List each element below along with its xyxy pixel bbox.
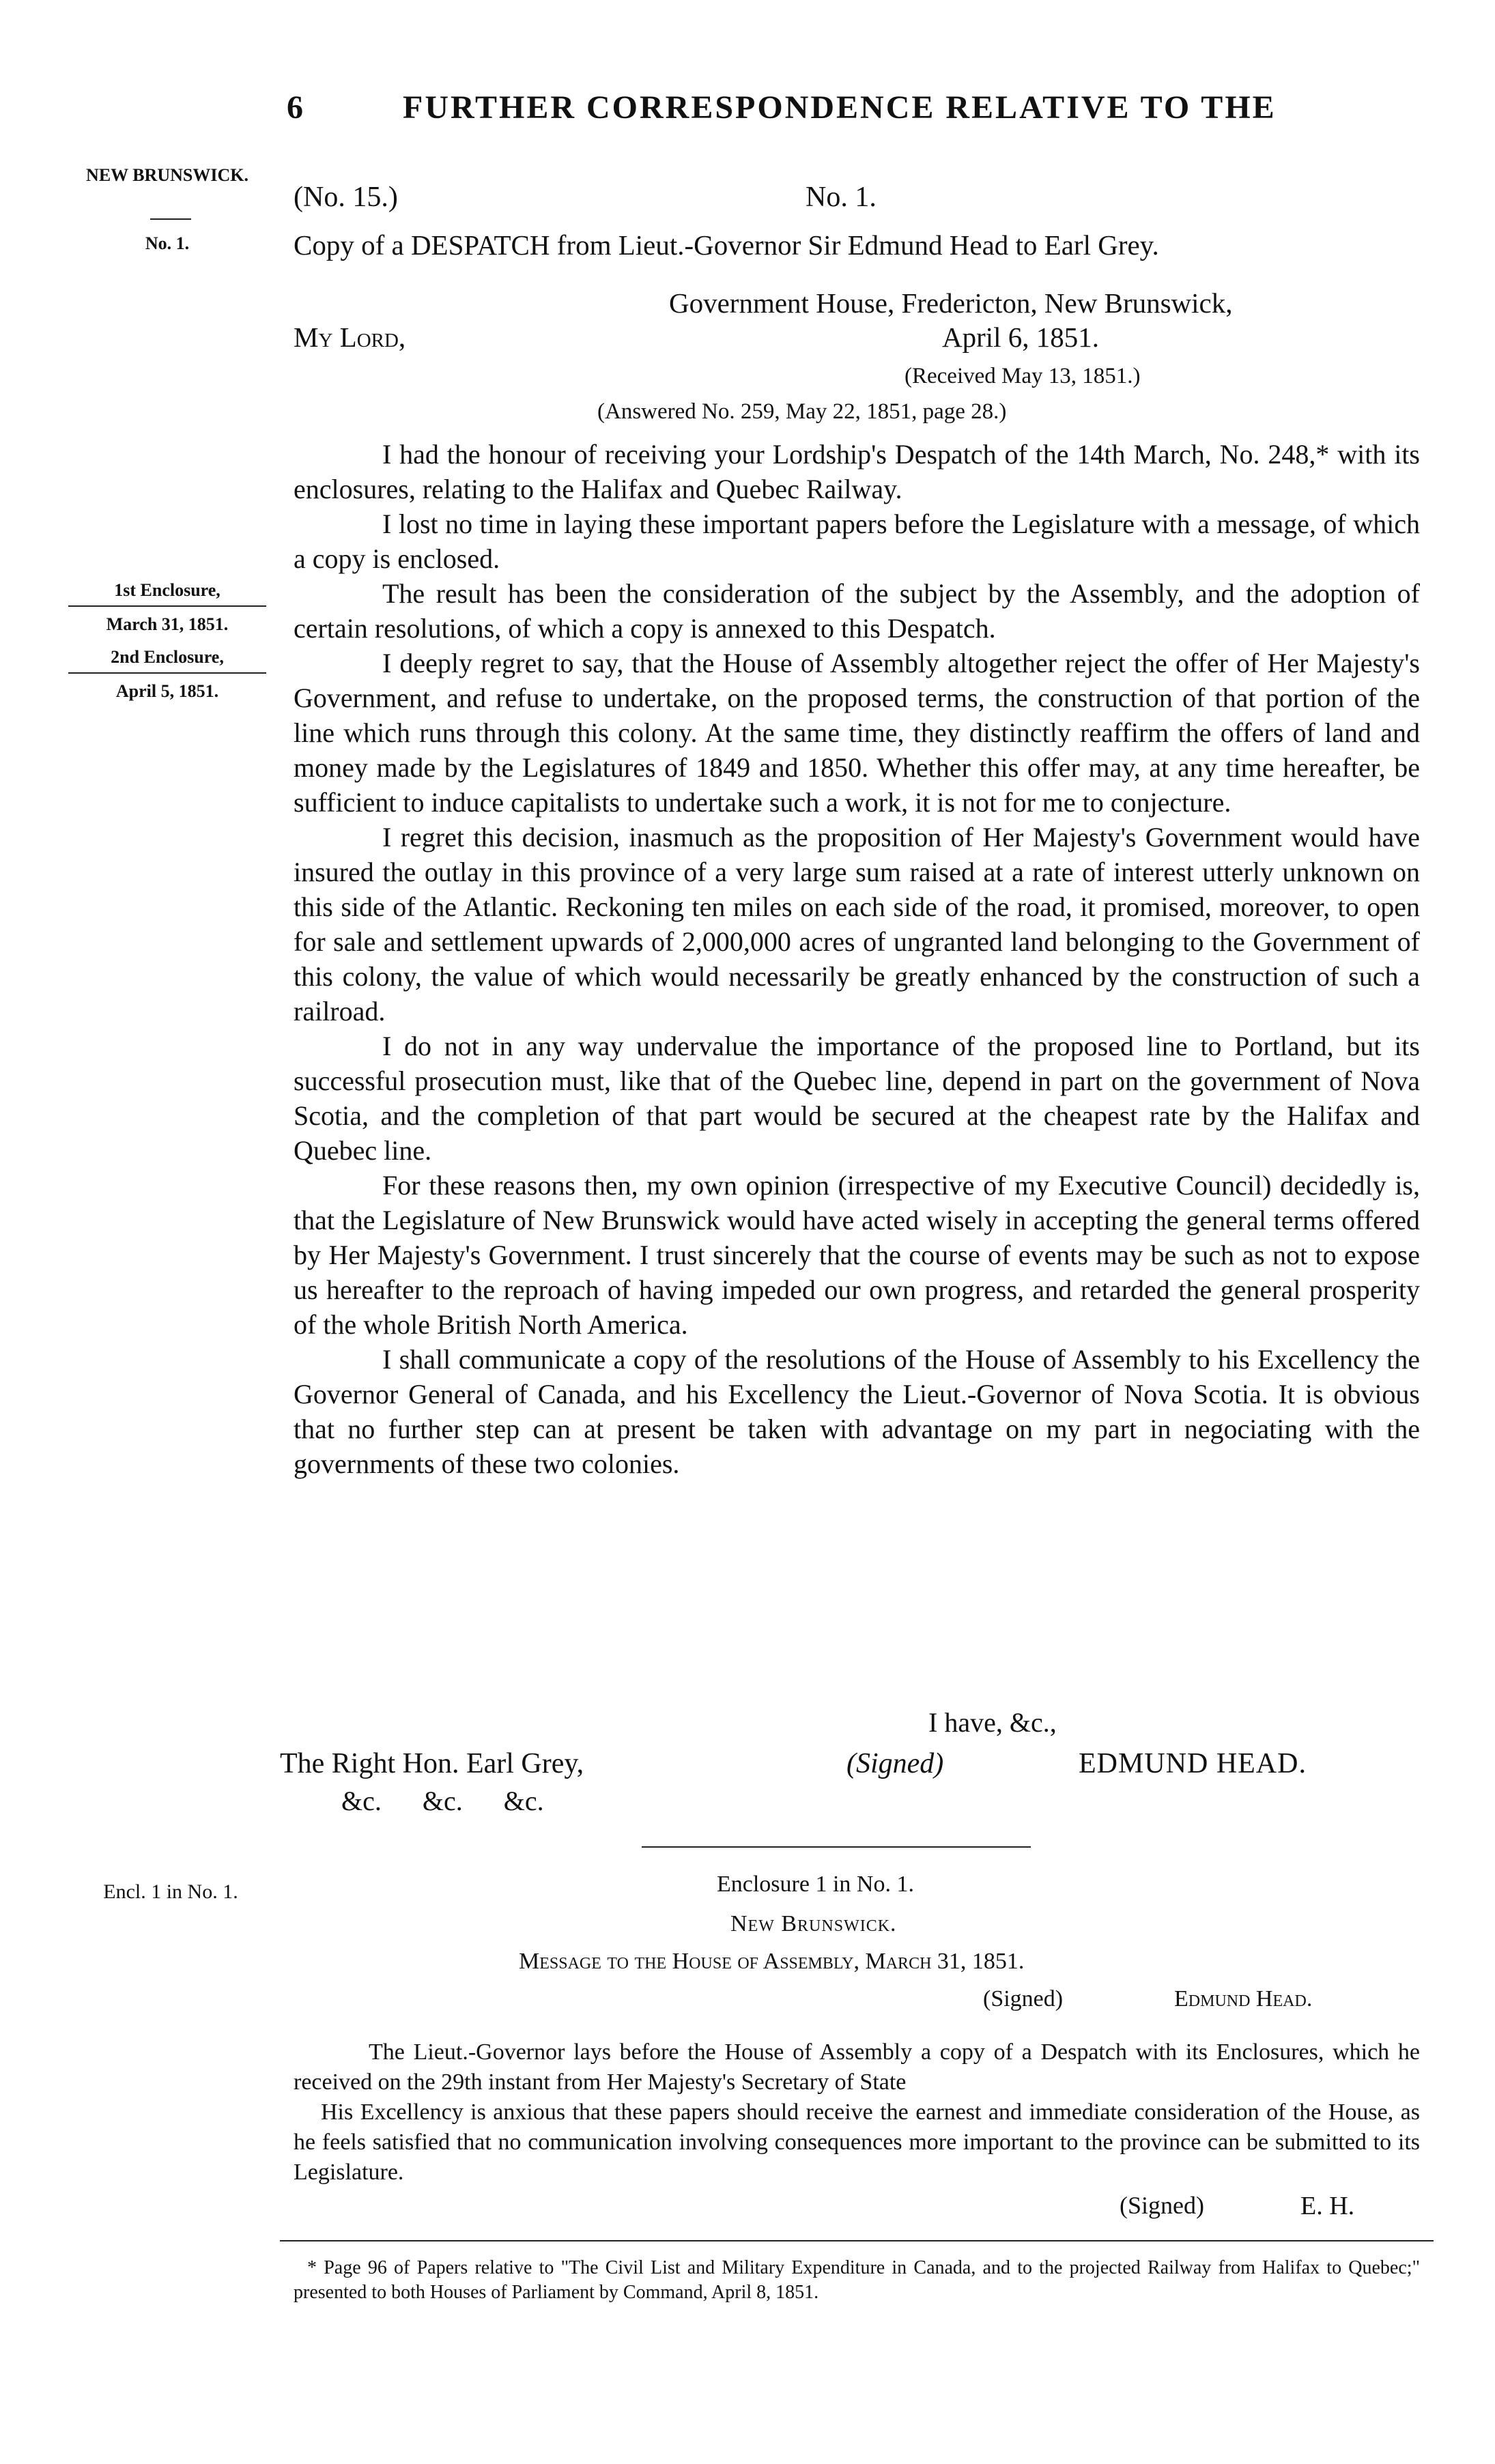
despatch-closing: I have, &c., — [928, 1707, 1057, 1738]
enclosure-closing-signed: (Signed) — [1120, 2192, 1204, 2219]
margin-enclosure-1-date: March 31, 1851. — [106, 614, 229, 634]
despatch-addressee-etc: &c. &c. &c. — [341, 1786, 544, 1816]
despatch-signed: (Signed) — [846, 1748, 944, 1779]
enclosure-province: New Brunswick. — [730, 1911, 897, 1936]
despatch-paragraph: I had the honour of receiving your Lordship's Despatch of the 14th March, No. 248,* with its enclosures, relating to the Halifax and Quebec Railway. — [294, 439, 1420, 504]
despatch-body — [294, 437, 1420, 1481]
despatch-paragraph: The result has been the consideration of the subject by the Assembly, and the adoption of certain resolutions, of which a copy is annexed to this Despatch. — [294, 578, 1420, 644]
margin-enclosure-2-date: April 5, 1851. — [115, 681, 219, 701]
despatch-location: Government House, Fredericton, New Brunswick, — [669, 287, 1233, 319]
margin-enclosure-ref: Encl. 1 in No. 1. — [103, 1880, 238, 1903]
enclosure-signatory: Edmund Head. — [1174, 1986, 1313, 2011]
enclosure-paragraph: The Lieut.-Governor lays before the House of Assembly a copy of a Despatch with its Enclosures, which he received on the 29th instant from Her Majesty's Secretary of State — [294, 2039, 1420, 2095]
despatch-addressee: The Right Hon. Earl Grey, — [280, 1748, 584, 1779]
margin-enclosure-2: 2nd Enclosure, — [111, 647, 224, 667]
margin-enclosure-1: 1st Enclosure, — [114, 580, 220, 600]
despatch-paragraph: I deeply regret to say, that the House of Assembly altogether reject the offer of Her Majesty's Government, and refuse to undertake, on the proposed terms, the construction of that portion of the line which runs through this colony. At the same time, they distinctly reaffirm the offers of land and money made by the Legislatures of 1849 and 1850. Whether this offer may, at any time hereafter, be sufficient to induce capitalists to undertake such a work, it is not for me to conjecture. — [294, 648, 1420, 818]
despatch-ref: (No. 15.) — [294, 182, 398, 213]
despatch-paragraph: I shall communicate a copy of the resolutions of the House of Assembly to his Excellency the Governor General of Canada, and his Excellency the Lieut.-Governor of Nova Scotia. It is obvious that no further step can at present be taken with advantage on my part in negociating with the governments of these two colonies. — [294, 1344, 1420, 1479]
despatch-date: April 6, 1851. — [942, 321, 1100, 353]
margin-province: NEW BRUNSWICK. — [86, 165, 248, 185]
despatch-salutation: My Lord, — [294, 321, 406, 353]
despatch-received: (Received May 13, 1851.) — [905, 364, 1141, 388]
despatch-answered: (Answered No. 259, May 22, 1851, page 28.) — [597, 399, 1007, 424]
footnote: * Page 96 of Papers relative to "The Civil List and Military Expenditure in Canada, and to the projected Railway from Halifax to Quebec;" presented to both Houses of Parliament by Command, April 8, 1851. — [294, 2257, 1420, 2303]
margin-number: No. 1. — [145, 233, 190, 253]
page-number: 6 — [287, 89, 305, 126]
despatch-paragraph: I lost no time in laying these important papers before the Legislature with a message, of which a copy is enclosed. — [294, 508, 1420, 574]
section-divider — [642, 1846, 1031, 1848]
margin-rule-enc2 — [68, 672, 266, 674]
enclosure-signed: (Signed) — [983, 1986, 1064, 2011]
despatch-signatory: EDMUND HEAD. — [1079, 1748, 1307, 1779]
despatch-paragraph: I do not in any way undervalue the importance of the proposed line to Portland, but its successful prosecution must, like that of the Quebec line, depend in part on the government of Nova Scotia, and the completion of that part would be secured at the cheapest rate by the Halifax and Quebec line. — [294, 1031, 1420, 1166]
enclosure-paragraph: His Excellency is anxious that these papers should receive the earnest and immediate consideration of the House, as he feels satisfied that no communication involving consequences more important to the province can be submitted to its Legislature. — [294, 2100, 1420, 2185]
enclosure-closing-initials: E. H. — [1300, 2192, 1355, 2220]
margin-rule-enc1 — [68, 605, 266, 607]
despatch-paragraph: I regret this decision, inasmuch as the proposition of Her Majesty's Government would have insured the outlay in this province of a very large sum raised at a rate of interest utterly unknown on this side of the Atlantic. Reckoning ten miles on each side of the road, it promised, moreover, to open for sale and settlement upwards of 2,000,000 acres of ungranted land belonging to the Government of this colony, the value of which would necessarily be greatly enhanced by the construction of such a railroad. — [294, 822, 1420, 1027]
page-header — [0, 89, 1495, 143]
enclosure-title: Enclosure 1 in No. 1. — [717, 1872, 914, 1897]
despatch-heading: Copy of a DESPATCH from Lieut.-Governor Sir Edmund Head to Earl Grey. — [294, 229, 1159, 261]
enclosure-message-title: Message to the House of Assembly, March 31, 1851. — [519, 1949, 1025, 1974]
despatch-number: No. 1. — [806, 182, 877, 213]
enclosure-body — [294, 2037, 1420, 2188]
despatch-paragraph: For these reasons then, my own opinion (irrespective of my Executive Council) decidedly is, that the Legislature of New Brunswick would have acted wisely in accepting the general terms offered by Her Majesty's Government. I trust sincerely that the course of events may be such as not to expose us hereafter to the reproach of having impeded our own progress, and retarded the general prosperity of the whole British North America. — [294, 1170, 1420, 1340]
running-title: FURTHER CORRESPONDENCE RELATIVE TO THE — [403, 89, 1277, 126]
footnote-rule — [280, 2240, 1434, 2241]
margin-rule — [150, 218, 191, 220]
